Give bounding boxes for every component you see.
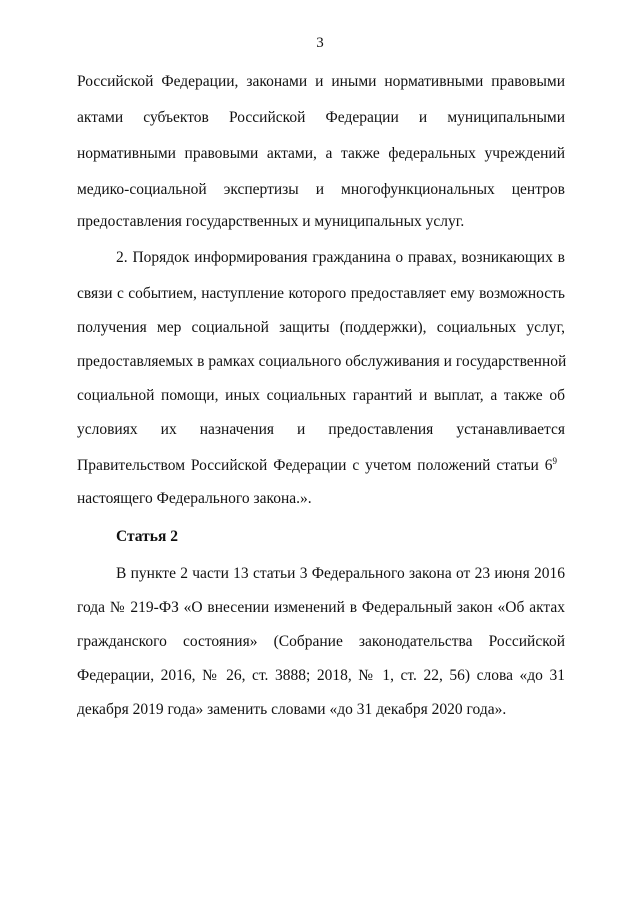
text-line: Федерации, 2016, № 26, ст. 3888; 2018, № 1, ст. 22, 56) слова «до 31	[77, 667, 565, 684]
text-line: медико-социальной экспертизы и многофункциональных центров	[77, 181, 565, 198]
text-line: связи с событием, наступление которого предоставляет ему возможность	[77, 285, 565, 302]
text-line: предоставляемых в рамках социального обслуживания и государственной	[77, 353, 567, 370]
text-line: Российской Федерации, законами и иными нормативными правовыми	[77, 73, 565, 90]
text-line: В пункте 2 части 13 статьи 3 Федерального закона от 23 июня 2016	[116, 565, 565, 582]
text-line: настоящего Федерального закона.».	[77, 490, 312, 507]
text-line: актами субъектов Российской Федерации и муниципальными	[77, 109, 565, 126]
text-line: социальной помощи, иных социальных гарантий и выплат, а также об	[77, 387, 565, 404]
text-line: условиях их назначения и предоставления устанавливается	[77, 421, 565, 438]
text-line: гражданского состояния» (Собрание законодательства Российской	[77, 633, 565, 650]
page-number: 3	[316, 35, 324, 51]
text-line: получения мер социальной защиты (поддержки), социальных услуг,	[77, 319, 565, 336]
text-line: 2. Порядок информирования гражданина о правах, возникающих в	[116, 249, 565, 266]
text-line: нормативными правовыми актами, а также федеральных учреждений	[77, 145, 565, 162]
text-line	[77, 456, 557, 476]
text-line: декабря 2019 года» заменить словами «до 31 декабря 2020 года».	[77, 701, 507, 718]
superscript: 9	[552, 456, 557, 466]
article-heading: Статья 2	[116, 528, 178, 545]
text-line: предоставления государственных и муниципальных услуг.	[77, 213, 465, 230]
text-line: года № 219-ФЗ «О внесении изменений в Федеральный закон «Об актах	[77, 599, 565, 616]
text-line-content: Правительством Российской Федерации с учетом положений статьи 6	[77, 457, 553, 474]
